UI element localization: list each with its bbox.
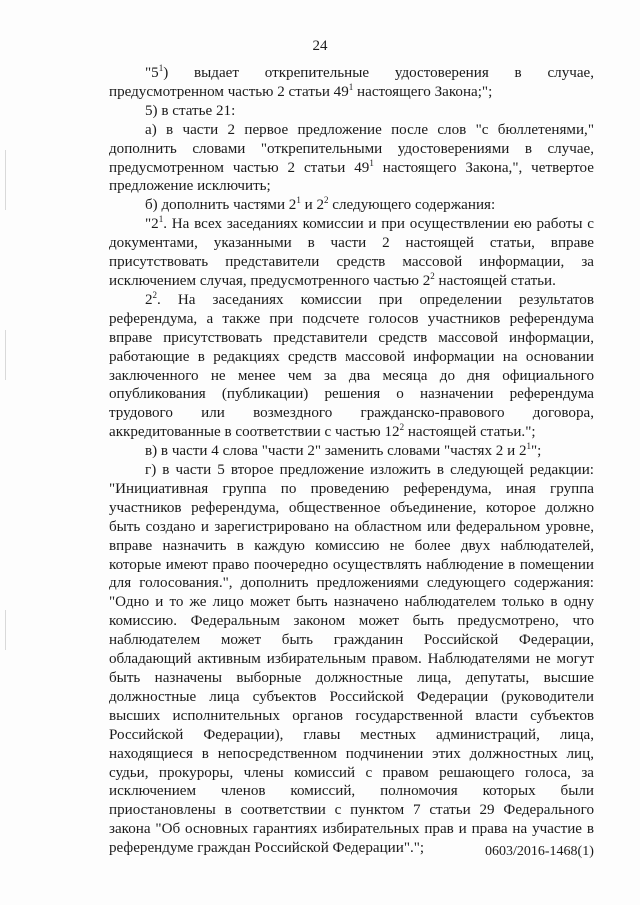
scan-edge-line [5,330,6,380]
document-body [109,64,594,858]
paragraph: в) в части 4 слова "части 2" заменить словами "частях 2 и $2^1$"; [145,441,542,460]
paragraph: "$2^1$. На всех заседаниях комиссии и при осуществлении ею работы с документами, указанными в части 2 настоящей статьи, вправе присутствовать представители средств массовой информации, за исключением случая, предусмотренного частью $2^2$ настоящей статьи. [109,214,594,289]
document-code: 0603/2016-1468(1) [485,844,594,859]
paragraph: г) в части 5 второе предложение изложить в следующей редакции: "Инициативная группа по проведению референдума, иная группа участников референдума, общественное объединение, которое должно быть создано и зарегистрировано на областном или федеральном уровне, вправе назначить в каждую комиссию не более двух наблюдателей, которые имеют право поочередно осуществлять наблюдение в помещении для голосования.", дополнить предложениями следующего содержания: "Одно и то же лицо может быть назначено наблюдателем только в одну комиссию. Федеральным законом может быть предусмотрено, что наблюдателем может быть гражданин Российской Федерации, обладающий активным избирательным правом. Наблюдателями не могут быть назначены выборные должностные лица, депутаты, высшие должностные лица субъектов Российской Федерации (руководители высших исполнительных органов государственной власти субъектов Российской Федерации), главы местных администраций, лица, находящиеся в непосредственном подчинении этих должностных лиц, судьи, прокуроры, члены комиссий с правом решающего голоса, за исключением членов комиссий, полномочия которых были приостановлены в соответствии с пунктом 7 статьи 29 Федерального закона "Об основных гарантиях избирательных прав и права на участие в референдуме граждан Российской Федерации"."; [109,462,594,857]
scan-edge-line [5,150,6,210]
paragraph: б) дополнить частями $2^1$ и $2^2$ следующего содержания: [145,195,496,214]
paragraph: $2^2$. На заседаниях комиссии при определении результатов референдума, а также при подсчете голосов участников референдума вправе присутствовать представители средств массовой информации, работающие в редакциях средств массовой информации на основании заключенного не менее чем за два месяца до дня официального опубликования (публикации) решения о назначении референдума трудового или возмездного гражданско-правового договора, аккредитованные в соответствии с частью $12^2$ настоящей статьи."; [109,289,594,441]
paragraph: а) в части 2 первое предложение после слов "с бюллетенями," дополнить словами "открепительными удостоверениями в случае, предусмотренном частью 2 статьи $49^1$ настоящего Закона,", четвертое предложение исключить; [109,121,594,195]
paragraph: "$5^1$) выдает открепительные удостоверения в случае, предусмотренном частью 2 статьи $49^1$ настоящего Закона;"; [109,63,594,100]
scan-edge-line [5,610,6,650]
page-number: 24 [312,38,328,54]
paragraph: 5) в статье 21: [145,102,236,119]
